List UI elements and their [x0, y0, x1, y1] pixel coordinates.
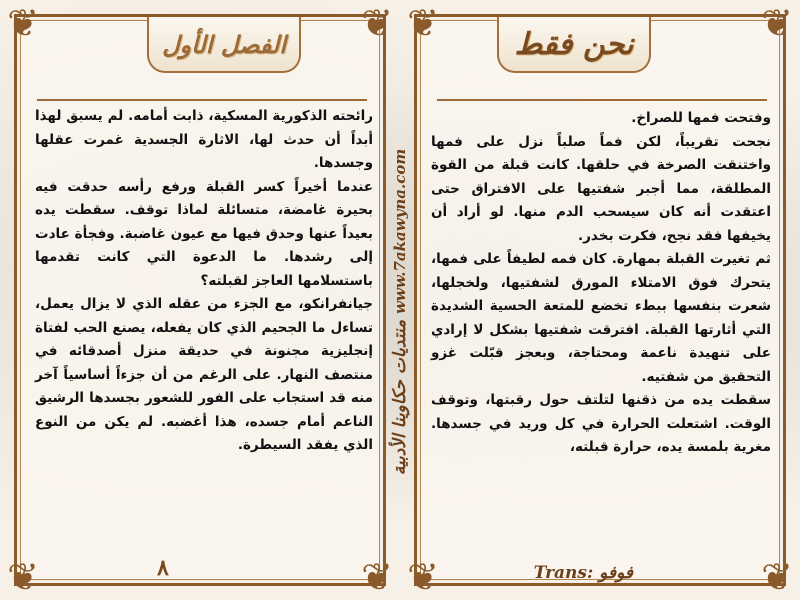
title-divider [437, 99, 767, 101]
left-page [7, 1, 393, 599]
ornament-corner-icon: ❦ [361, 555, 393, 599]
paragraph: ثم تغيرت القبلة بمهارة. كان فمه لطيفاً على فمها، يتحرك فوق الامتلاء المورق لشفتيها، ولخجلها، شعرت بنفسها ببطء تخضع للمتعة الحسية الشديدة التي أثارتها القبلة. افترقت شفتيها بشكل لا إرادي على تنهيدة ناعمة ومحتاجة، وبعجز قبّلت غزو التحقيق من شفتيه. [431, 251, 771, 385]
right-page-title-box [497, 17, 651, 73]
translator-credit: Trans: فوفو [533, 563, 633, 583]
site-url: www.7akawyna.com [391, 148, 410, 314]
left-page-title-box [147, 17, 301, 73]
right-page-title: نحن فقط [514, 26, 634, 62]
right-page [407, 1, 793, 599]
page-number: ٨ [157, 555, 169, 581]
paragraph: نجحت تقريباً، لكن فماً صلباً نزل على فمها واختنقت الصرخة في حلقها. كانت قبلة من القوة المطلقة، مما أجبر شفتيها على الافتراق حتى اعتقدت أنه كان سيسحب الدم منها. لو أراد أن يخيفها فقد نجح، فكرت بخدر. [431, 133, 771, 244]
left-page-text [35, 105, 373, 458]
paragraph: جيانفرانكو، مع الجزء من عقله الذي لا يزال يعمل، تساءل ما الجحيم الذي كان يفعله، يصنع الحب لفتاة إنجليزية مجنونة في حديقة منزل أصدقائه في منتصف النهار. على الرغم من أن جزءاً أساسياً آخر منه قد استجاب على الفور للشعور بجسدها الرشيق الناعم أمام جسده، هذا أغضبه. لم يكن من النوع الذي يفقد السيطرة. [35, 296, 373, 453]
ornament-corner-icon: ❦ [361, 1, 393, 45]
ornament-corner-icon: ❦ [7, 555, 39, 599]
ornament-corner-icon: ❦ [407, 1, 439, 45]
spine [386, 30, 414, 575]
forum-name: منتديات حكاوينا الأدبية [390, 319, 411, 475]
paragraph: وفتحت فمها للصراخ. [631, 110, 771, 126]
paragraph: سقطت يده من ذقنها لتلتف حول رقبتها، وتوقف الوقت. اشتعلت الحرارة في كل وريد في جسدها. مغرية بلمسة يده، حرارة قبلته، [431, 392, 771, 455]
ornament-corner-icon: ❦ [761, 555, 793, 599]
spine-text [390, 130, 410, 474]
paragraph: عندما أخيراً كسر القبلة ورفع رأسه حدقت فيه بحيرة غامضة، متسائلة لماذا توقف. سقطت يده بعيداً عنها وحدق فيها مع عيون غاضبة. وفجأة عادت إلى رشدها. ما الدعوة التي كانت تقدمها باستسلامها العاجز لقبلته؟ [35, 178, 373, 289]
right-page-text [431, 107, 771, 460]
ornament-corner-icon: ❦ [7, 1, 39, 45]
left-page-title: الفصل الأول [162, 29, 286, 59]
paragraph: رائحته الذكورية المسكية، ذابت أمامه. لم يسبق لهذا أبداً أن حدث لها، الاثارة الجسدية غمرت عقلها وجسدها. [35, 108, 373, 171]
title-divider [37, 99, 367, 101]
ornament-corner-icon: ❦ [407, 555, 439, 599]
ornament-corner-icon: ❦ [761, 1, 793, 45]
